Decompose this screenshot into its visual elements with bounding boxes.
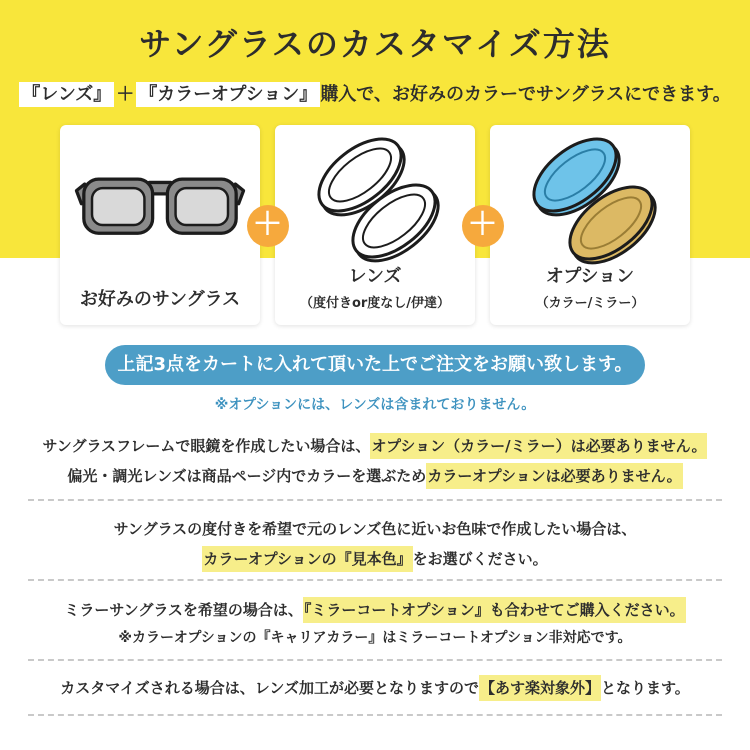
subtitle-option-tag: 『カラーオプション』 xyxy=(136,82,320,107)
info-sections xyxy=(0,419,750,716)
section-line: カラーオプションの『見本色』をお選びください。 xyxy=(0,544,750,574)
color-lenses-icon xyxy=(490,125,690,266)
section-line: カスタマイズされる場合は、レンズ加工が必要となりますので【あす楽対象外】となります。 xyxy=(0,673,750,703)
section-line: サングラスフレームで眼鏡を作成したい場合は、オプション（カラー/ミラー）は必要ありません。 xyxy=(0,431,750,461)
step-label-lens: レンズ xyxy=(348,265,402,287)
hero-subtitle xyxy=(0,80,750,106)
step-sublabel-option: （カラー/ミラー） xyxy=(535,296,645,311)
section-line: サングラスの度付きを希望で元のレンズ色に近いお色味で作成したい場合は、 xyxy=(113,520,637,538)
steps-row xyxy=(0,125,750,325)
step-box-sunglasses xyxy=(60,125,260,325)
highlighted-text: カラーオプションは必要ありません。 xyxy=(426,463,682,489)
section-line: 偏光・調光レンズは商品ページ内でカラーを選ぶためカラーオプションは必要ありません。 xyxy=(0,461,750,491)
highlighted-text: 『ミラーコートオプション』も合わせてご購入ください。 xyxy=(303,597,686,623)
subtitle-rest: 購入で、お好みのカラーでサングラスにできます。 xyxy=(320,83,731,105)
step-box-lens xyxy=(275,125,475,325)
step-label-option: オプション xyxy=(545,265,635,287)
section-asuraku xyxy=(0,661,750,714)
step-box-option xyxy=(490,125,690,325)
step-label-sunglasses: お好みのサングラス xyxy=(79,288,241,310)
page-title: サングラスのカスタマイズ方法 xyxy=(139,25,611,63)
sunglasses-icon xyxy=(60,125,260,289)
section-frame-glasses xyxy=(0,419,750,499)
highlighted-text: オプション（カラー/ミラー）は必要ありません。 xyxy=(370,433,707,459)
highlighted-text: 【あす楽対象外】 xyxy=(479,675,601,701)
section-line: ミラーサングラスを希望の場合は、『ミラーコートオプション』も合わせてご購入ください。 xyxy=(0,595,750,625)
subtitle-plus-sign: ＋ xyxy=(116,83,135,105)
section-mirror-coat xyxy=(0,581,750,659)
section-sample-color xyxy=(0,501,750,579)
subtitle-lens-tag: 『レンズ』 xyxy=(19,82,114,107)
option-note: ※オプションには、レンズは含まれておりません。 xyxy=(214,397,536,413)
section-subnote: ※カラーオプションの『キャリアカラー』はミラーコートオプション非対応です。 xyxy=(118,630,632,646)
dashed-divider xyxy=(28,714,722,716)
order-instruction-banner: 上記3点をカートに入れて頂いた上でご注文をお願い致します。 xyxy=(105,345,645,385)
highlighted-text: カラーオプションの『見本色』 xyxy=(202,546,412,572)
step-sublabel-lens: （度付きor度なし/伊達） xyxy=(299,296,451,311)
plus-icon: ＋ xyxy=(247,205,289,247)
clear-lenses-icon xyxy=(275,125,475,266)
plus-icon: ＋ xyxy=(462,205,504,247)
